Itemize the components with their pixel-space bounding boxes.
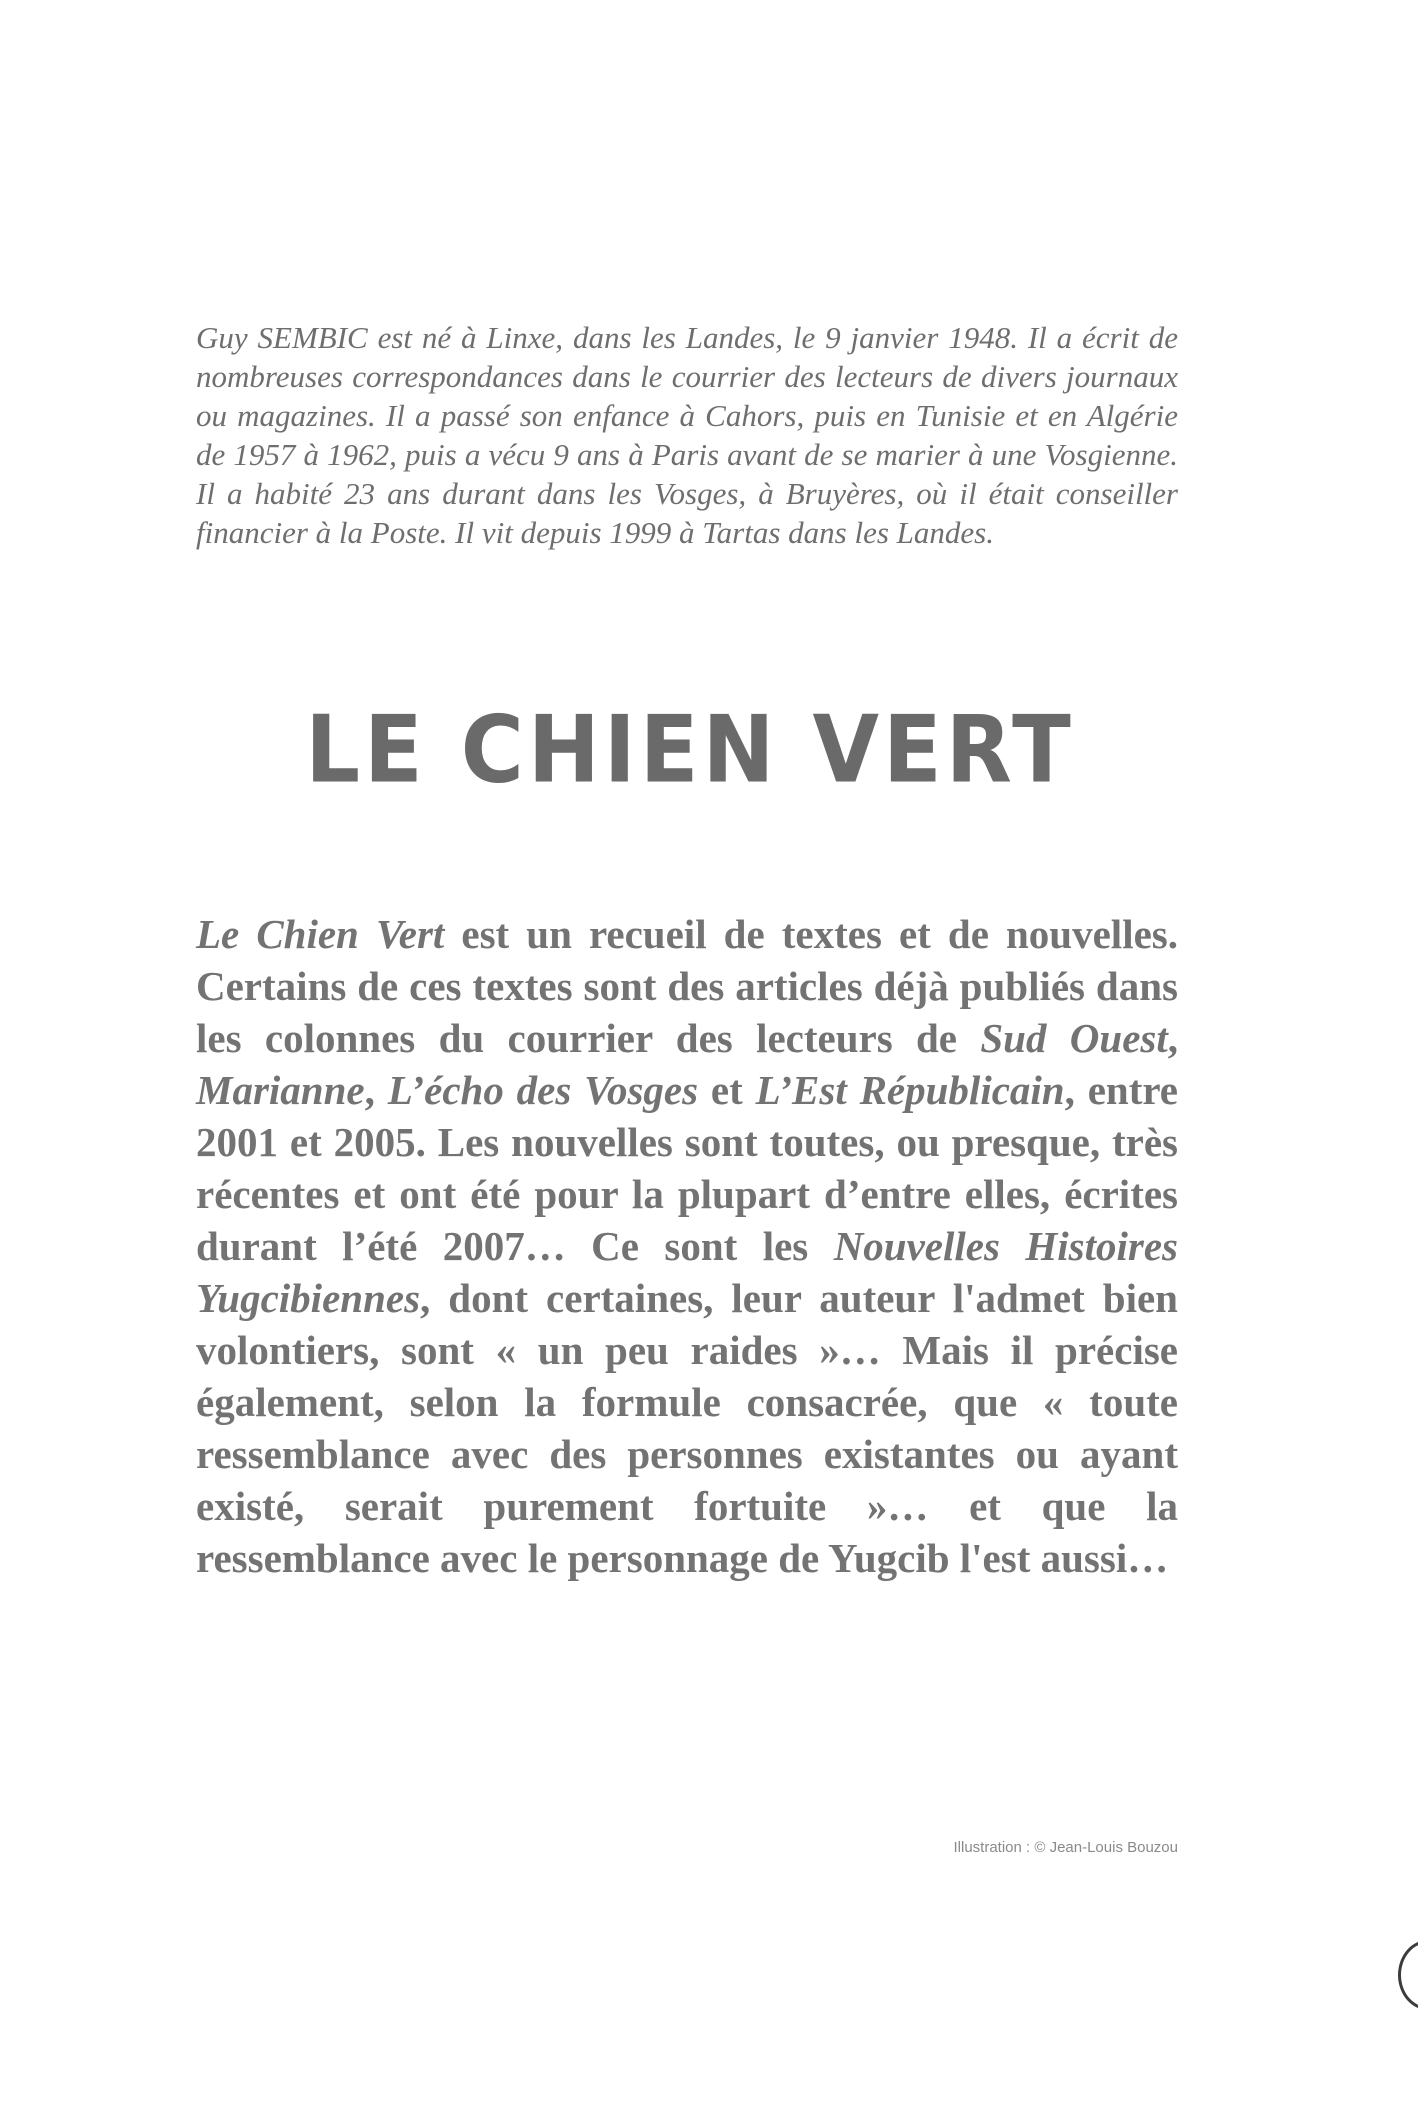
description-text: , dont certaines, leur auteur l'admet bien volontiers, sont « un peu raides »… Mais il précise également, selon la formule consacrée, que « toute ressemblance avec des personnes existantes ou ayant existé, serait purement fortuite »… et que la ressemblance avec le personnage de Yugcib l'est aussi… bbox=[196, 1275, 1178, 1581]
separator: , bbox=[1167, 1015, 1178, 1061]
book-title-heading: LE CHIEN VERT bbox=[305, 696, 1075, 804]
book-description bbox=[196, 908, 1178, 1584]
separator: et bbox=[698, 1067, 756, 1113]
description-text: est un recueil de textes et de nouvelles. Certains de ces textes sont des articles déjà publiés dans les colonnes du courrier des lecteurs de bbox=[196, 911, 1178, 1061]
book-title-inline: Le Chien Vert bbox=[196, 911, 445, 957]
description-text: , entre 2001 et 2005. Les nouvelles sont toutes, ou presque, très récentes et ont été pour la plupart d’entre elles, écrites durant l’été 2007… Ce sont les bbox=[196, 1067, 1179, 1269]
newspaper-name: Marianne bbox=[196, 1067, 365, 1113]
page-edge-tab bbox=[1398, 1940, 1418, 2010]
author-biography: Guy SEMBIC est né à Linxe, dans les Landes, le 9 janvier 1948. Il a écrit de nombreuses correspondances dans le courrier des lecteurs de divers journaux ou magazines. Il a passé son enfance à Cahors, puis en Tunisie et en Algérie de 1957 à 1962, puis a vécu 9 ans à Paris avant de se marier à une Vosgienne. Il a habité 23 ans durant dans les Vosges, à Bruyères, où il était conseiller financier à la Poste. Il vit depuis 1999 à Tartas dans les Landes. bbox=[196, 320, 1178, 550]
newspaper-name: L’écho des Vosges bbox=[387, 1067, 699, 1113]
series-title: Nouvelles Histoires Yugcibiennes bbox=[196, 1223, 1178, 1321]
separator: , bbox=[364, 1067, 388, 1113]
newspaper-name: Sud Ouest bbox=[980, 1015, 1168, 1061]
illustration-credit: Illustration : © Jean-Louis Bouzou bbox=[953, 1839, 1178, 1856]
newspaper-name: L’Est Républicain bbox=[755, 1067, 1065, 1113]
